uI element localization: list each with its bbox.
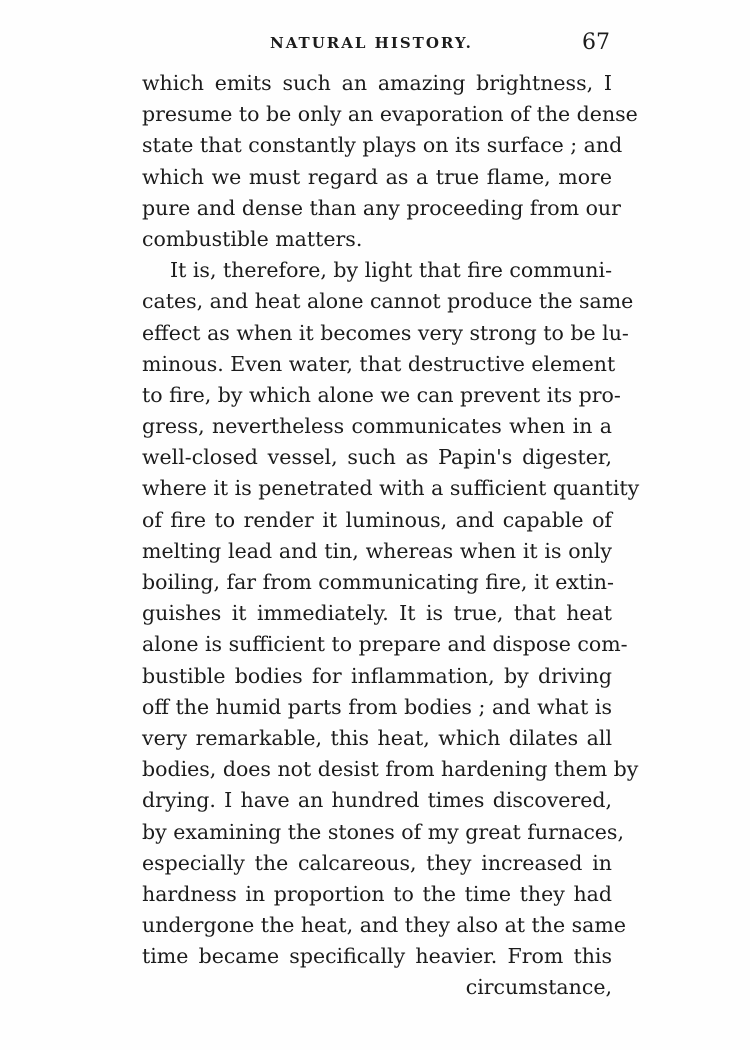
text-line: hardness in proportion to the time they had [142,881,612,906]
running-head-title: NATURAL HISTORY. [270,34,473,52]
text-line: off the humid parts from bodies ; and what is [142,694,612,719]
text-line: alone is sufficient to prepare and dispose com- [142,632,628,657]
text-line: melting lead and tin, whereas when it is only [142,538,612,563]
text-line: to fire, by which alone we can prevent its pro- [142,382,621,407]
text-line: presume to be only an evaporation of the dense [142,102,638,127]
text-line: which we must regard as a true flame, more [142,164,612,189]
text-line: of fire to render it luminous, and capable of [142,507,612,532]
running-head [270,30,610,60]
text-line: especially the calcareous, they increased in [142,850,612,875]
text-line: where it is penetrated with a sufficient quantity [142,476,640,501]
text-line: combustible matters. [142,226,363,251]
text-line: pure and dense than any proceeding from our [142,195,621,220]
text-line: undergone the heat, and they also at the same [142,913,626,938]
text-line: guishes it immediately. It is true, that heat [142,601,612,626]
text-line: effect as when it becomes very strong to be lu- [142,320,629,345]
text-line: well-closed vessel, such as Papin's digester, [142,445,612,470]
catchword-line: circumstance, [465,975,612,1000]
text-line: bustible bodies for inflammation, by driving [142,663,612,688]
text-line: minous. Even water, that destructive element [142,351,616,376]
body-text [142,68,640,1004]
text-line: bodies, does not desist from hardening them by [142,757,639,782]
text-line: gress, nevertheless communicates when in a [142,414,612,439]
text-line: state that constantly plays on its surface ; and [142,133,623,158]
text-line: very remarkable, this heat, which dilates all [142,725,612,750]
text-line: which emits such an amazing brightness, I [142,71,612,95]
page-number: 67 [582,30,610,55]
text-line: boiling, far from communicating fire, it extin- [142,570,614,594]
text-line: drying. I have an hundred times discovered, [142,788,612,813]
text-line: cates, and heat alone cannot produce the same [142,289,634,314]
text-line: by examining the stones of my great furnaces, [142,819,624,844]
text-line: time became specifically heavier. From this [142,944,612,969]
paragraph-first-line: It is, therefore, by light that fire communi- [170,258,612,283]
